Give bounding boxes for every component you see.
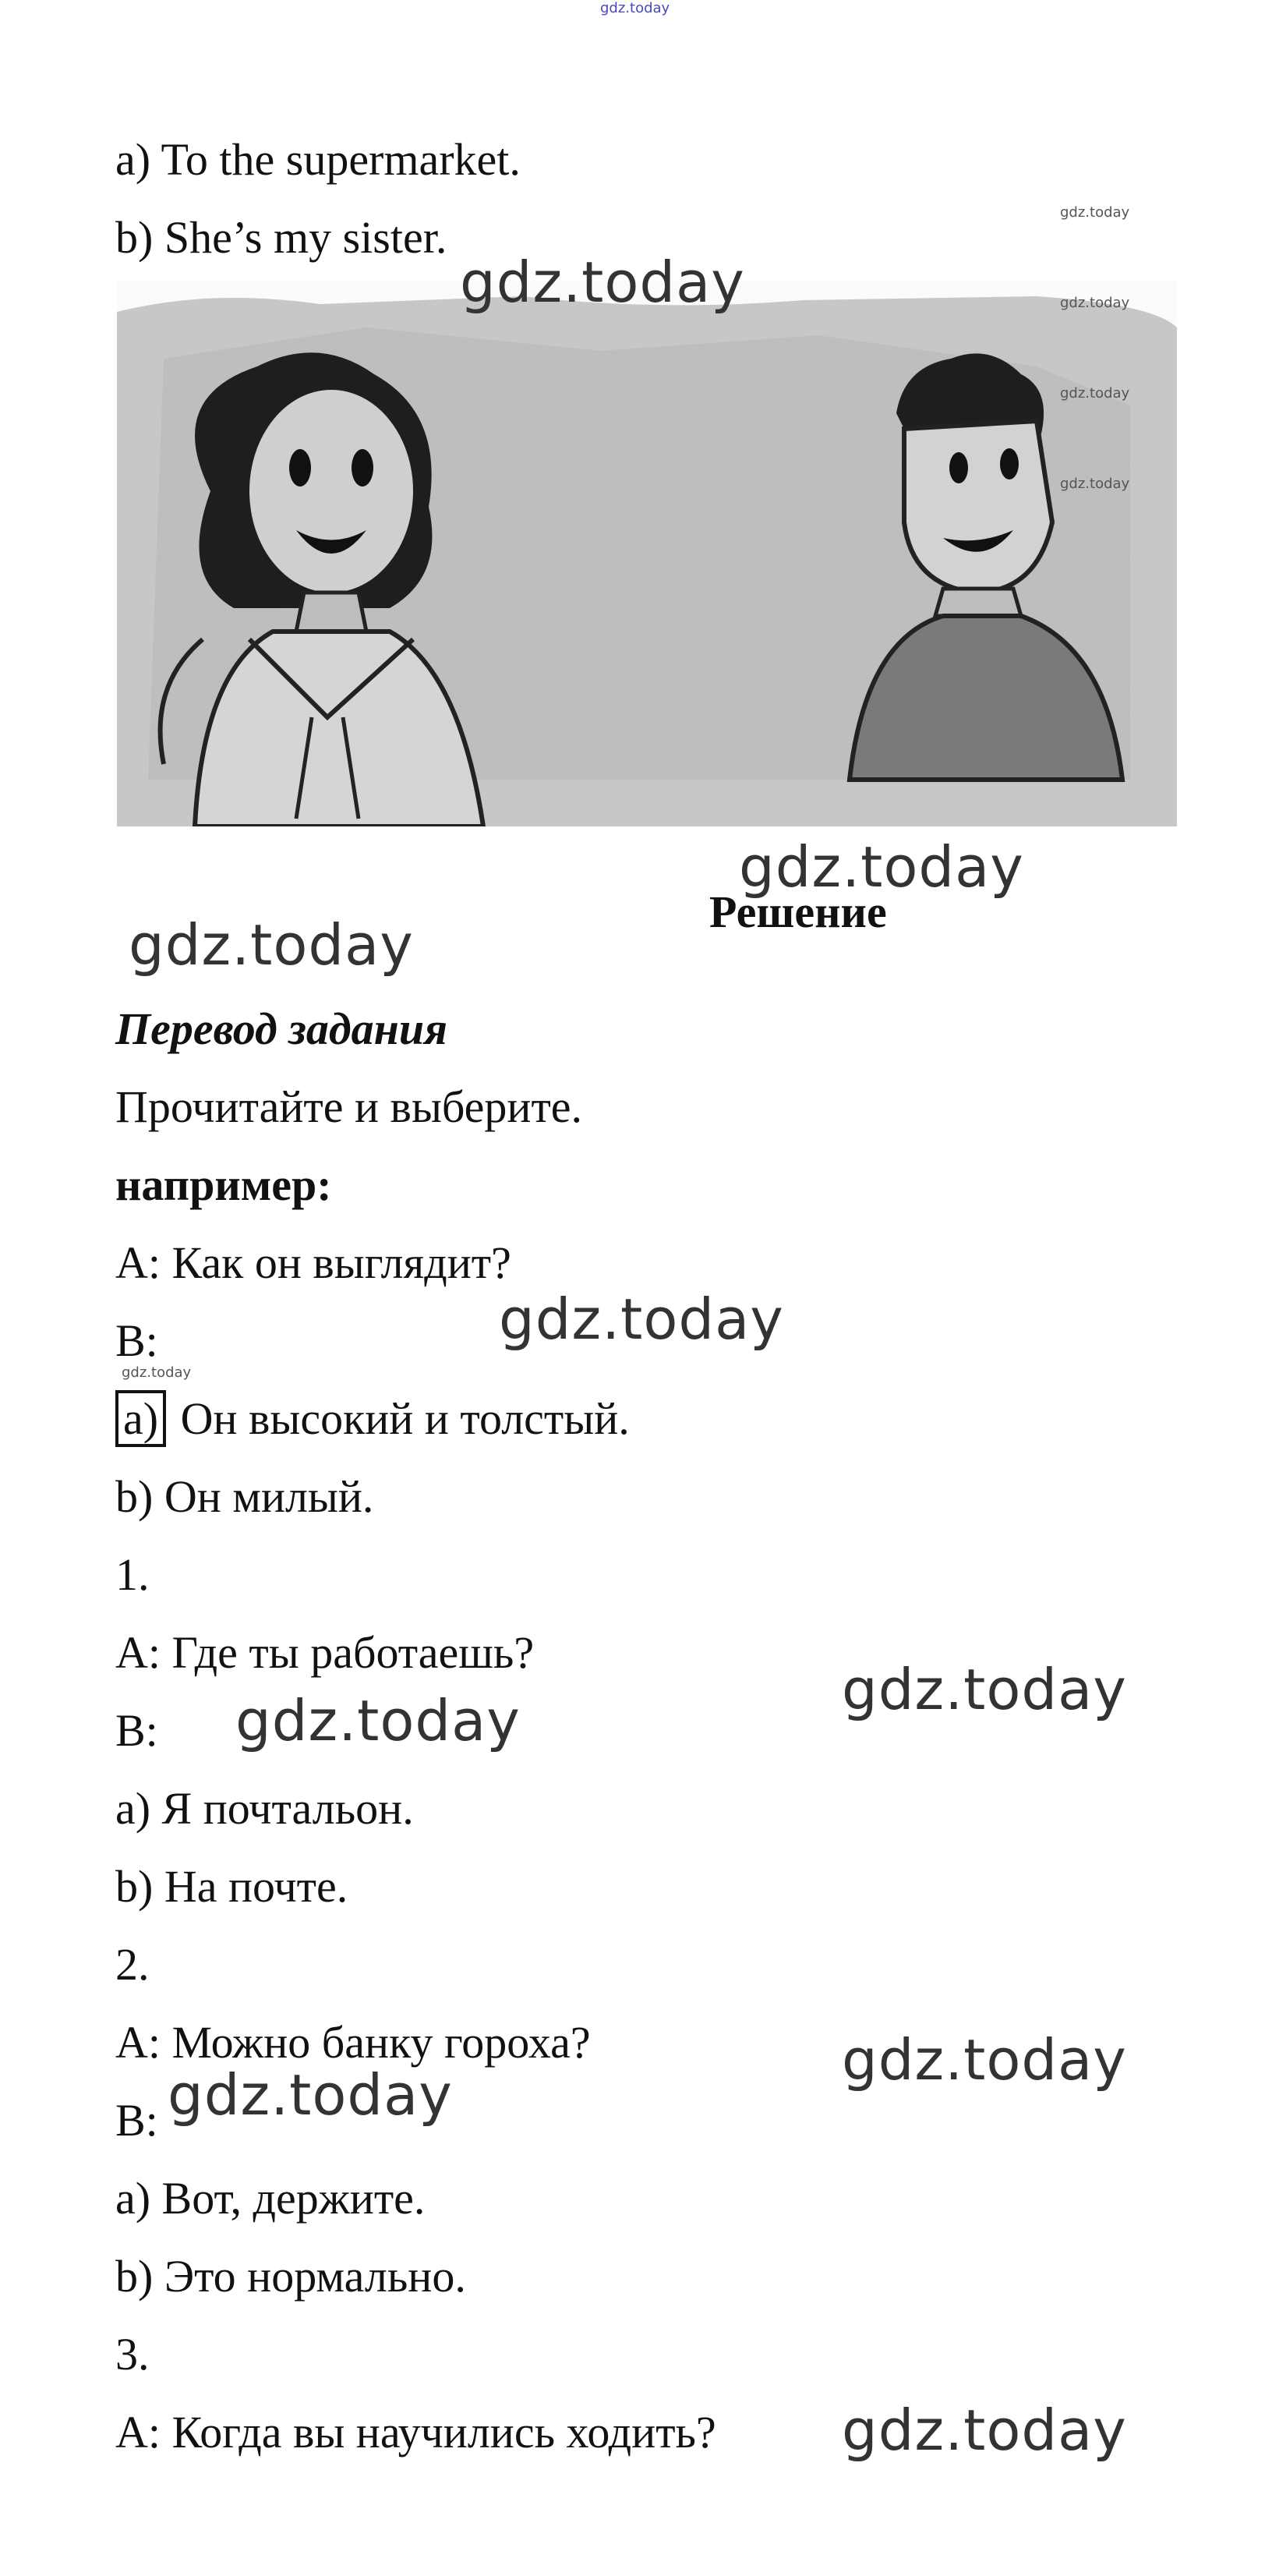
question-3: A: Когда вы научились ходить?	[115, 2407, 716, 2457]
watermark-small: gdz.today	[1060, 295, 1130, 311]
watermark: gdz.today	[460, 249, 745, 315]
watermark: gdz.today	[499, 1286, 784, 1352]
watermark: gdz.today	[235, 1688, 521, 1753]
instruction: Прочитайте и выберите.	[115, 1081, 583, 1132]
item-number-3: 3.	[115, 2329, 150, 2380]
answer-label-1: B:	[115, 1705, 158, 1756]
option-1b: b) На почте.	[115, 1861, 348, 1912]
example-option-a	[115, 1392, 630, 1446]
watermark-small: gdz.today	[1060, 476, 1130, 492]
option-2a: a) Вот, держите.	[115, 2173, 426, 2224]
example-option-a-box: a)	[115, 1390, 166, 1447]
example-answer-label: B:	[115, 1315, 158, 1366]
example-label: например:	[115, 1159, 332, 1210]
item-number-1: 1.	[115, 1549, 150, 1600]
item-number-2: 2.	[115, 1939, 150, 1990]
watermark: gdz.today	[129, 912, 414, 978]
watermark: gdz.today	[168, 2062, 453, 2128]
illustration-two-people	[117, 281, 1177, 826]
watermark: gdz.today	[739, 834, 1024, 900]
option-b-en: b) She’s my sister.	[115, 212, 447, 263]
question-2: A: Можно банку гороха?	[115, 2017, 591, 2068]
example-question: A: Как он выглядит?	[115, 1237, 511, 1288]
watermark-top: gdz.today	[600, 0, 670, 16]
watermark-small: gdz.today	[1060, 204, 1130, 221]
watermark: gdz.today	[842, 1657, 1127, 1722]
answer-label-2: B:	[115, 2095, 158, 2146]
solution-heading: Решение	[709, 886, 887, 937]
example-option-b: b) Он милый.	[115, 1471, 374, 1522]
watermark: gdz.today	[842, 2397, 1127, 2463]
question-1: A: Где ты работаешь?	[115, 1627, 535, 1678]
section-title: Перевод задания	[115, 1003, 447, 1054]
watermark: gdz.today	[842, 2027, 1127, 2093]
watermark-small: gdz.today	[1060, 385, 1130, 402]
option-1a: a) Я почтальон.	[115, 1783, 414, 1834]
option-2b: b) Это нормально.	[115, 2251, 466, 2302]
example-option-a-text: Он высокий и толстый.	[169, 1393, 630, 1444]
watermark-small: gdz.today	[122, 1364, 192, 1381]
option-a-en: a) To the supermarket.	[115, 134, 521, 185]
